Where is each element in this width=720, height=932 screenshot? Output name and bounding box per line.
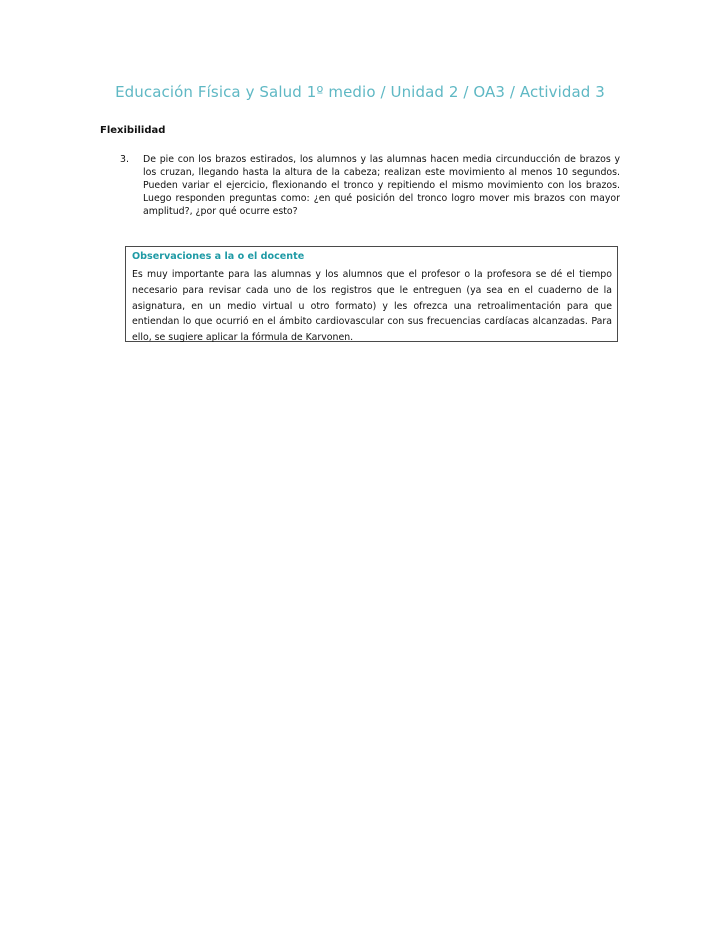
page-title: Educación Física y Salud 1º medio / Unidad 2 / OA3 / Actividad 3 <box>115 83 605 101</box>
activity-number: 3. <box>120 154 129 165</box>
section-heading: Flexibilidad <box>100 125 166 136</box>
teacher-notes-body: Es muy importante para las alumnas y los alumnos que el profesor o la profesora se dé el tiempo necesario para revisar cada uno de los registros que le entreguen (ya sea en el cuaderno de la asignatura, en un medio virtual u otro formato) y les ofrezca una retroalimentación para que entiendan lo que ocurrió en el ámbito cardiovascular con sus frecuencias cardíacas alcanzadas. Para ello, se sugiere aplicar la fórmula de Karvonen. <box>132 269 612 344</box>
activity-text: De pie con los brazos estirados, los alumnos y las alumnas hacen media circunducción de brazos y los cruzan, llegando hasta la altura de la cabeza; realizan este movimiento al menos 10 segundos. Pueden variar el ejercicio, flexionando el tronco y repitiendo el mismo movimiento con los brazos. Luego responden preguntas como: ¿en qué posición del tronco logro mover mis brazos con mayor amplitud?, ¿por qué ocurre esto? <box>143 154 620 217</box>
teacher-notes-box <box>125 246 618 342</box>
teacher-notes-title: Observaciones a la o el docente <box>132 251 305 262</box>
activity-item <box>120 153 620 218</box>
